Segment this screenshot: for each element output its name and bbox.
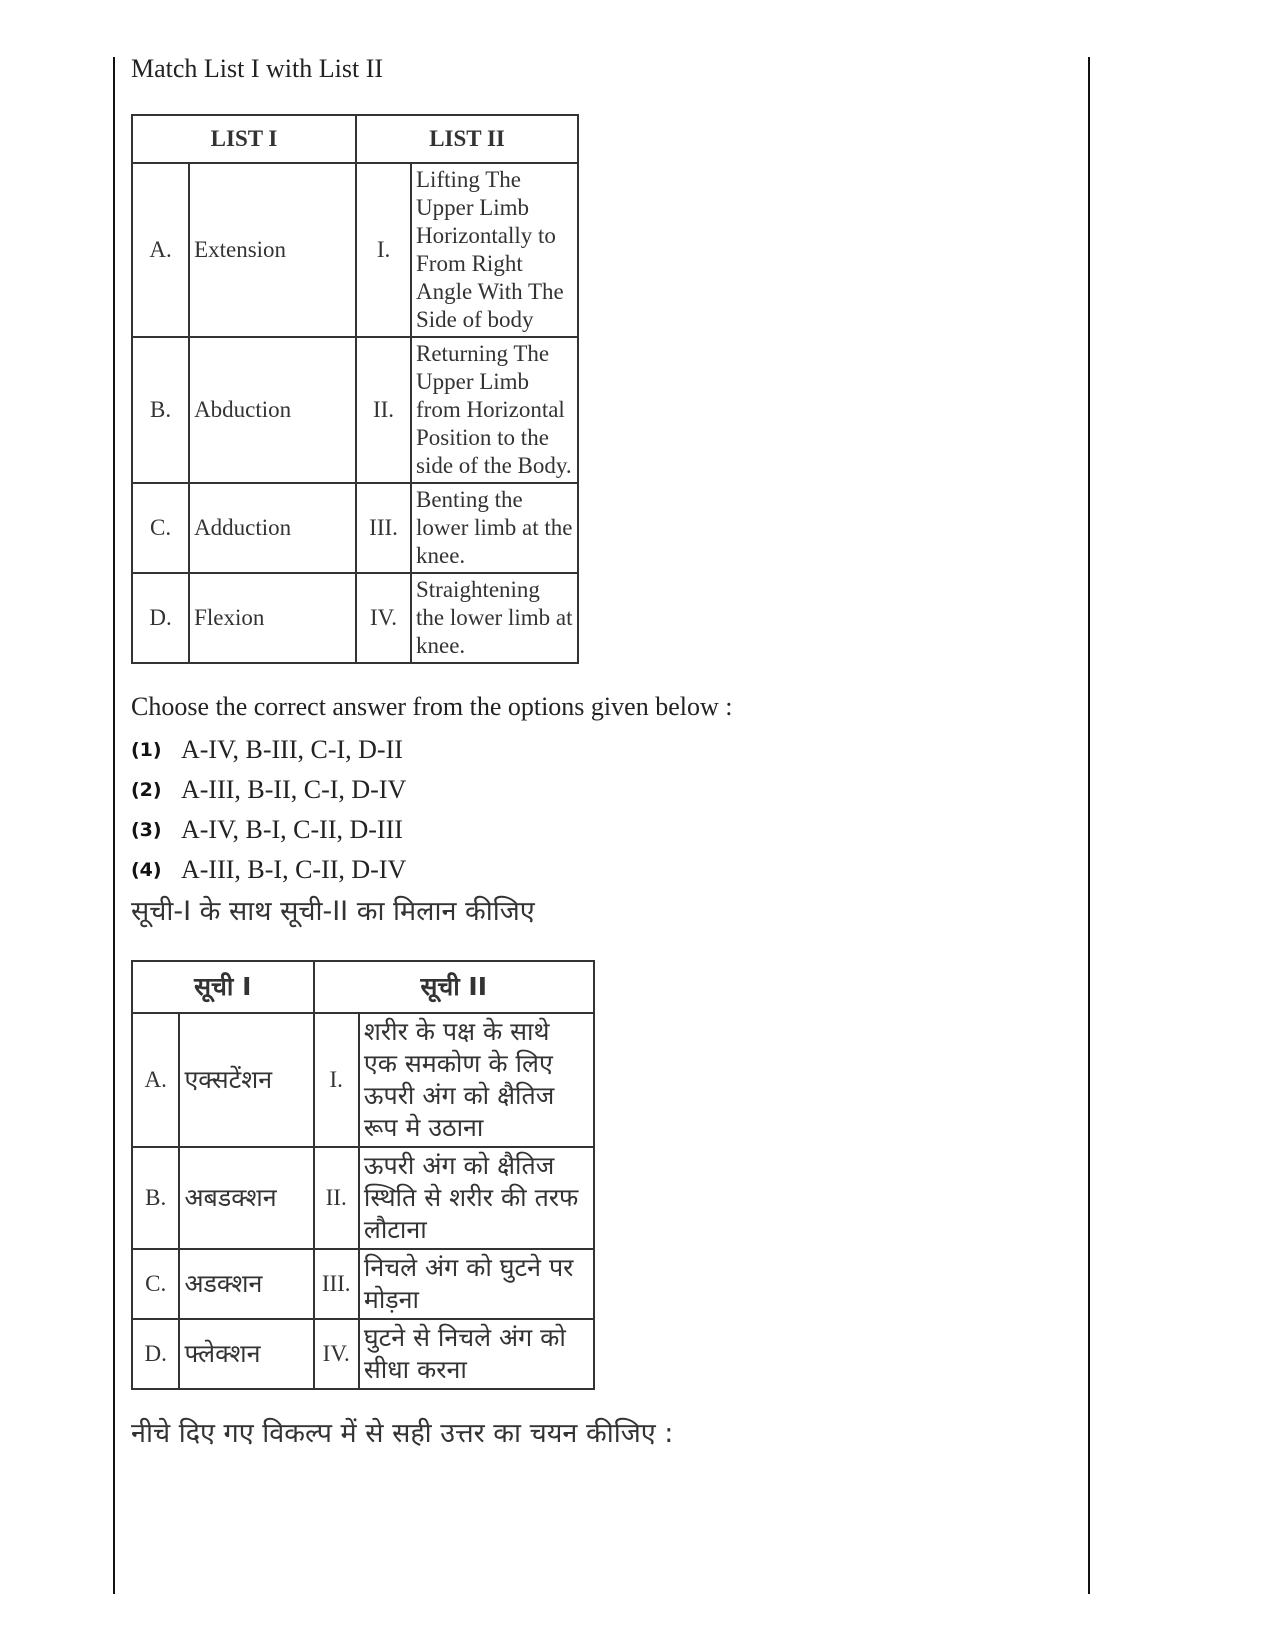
row-description: ऊपरी अंग को क्षैतिज स्थिति से शरीर की तरफ लौटाना [359, 1147, 594, 1249]
table-row [132, 337, 578, 483]
list-ii-header: LIST II [356, 115, 578, 163]
list-ii-header: सूची II [314, 961, 595, 1013]
row-roman: I. [356, 163, 411, 337]
row-term: Abduction [189, 337, 356, 483]
row-description: Lifting The Upper Limb Horizontally to From Right Angle With The Side of body [411, 163, 578, 337]
question-text-hi: सूची-I के साथ सूची-II का मिलान कीजिए [131, 896, 535, 927]
table-row [132, 163, 578, 337]
row-term: अबडक्शन [179, 1147, 313, 1249]
option-number: (3) [131, 819, 162, 841]
row-letter: D. [132, 573, 189, 663]
row-description: घुटने से निचले अंग को सीधा करना [359, 1319, 594, 1389]
row-description: निचले अंग को घुटने पर मोड़ना [359, 1249, 594, 1319]
table-row [132, 573, 578, 663]
table-row [132, 483, 578, 573]
row-roman: IV. [314, 1319, 359, 1389]
option-text: A-IV, B-I, C-II, D-III [181, 815, 403, 844]
option-number: (4) [131, 859, 162, 881]
row-letter: B. [132, 1147, 179, 1249]
row-letter: A. [132, 1013, 179, 1147]
row-letter: D. [132, 1319, 179, 1389]
row-roman: II. [356, 337, 411, 483]
row-letter: C. [132, 1249, 179, 1319]
row-roman: III. [356, 483, 411, 573]
table-row [132, 1249, 594, 1319]
table-header-row [132, 961, 594, 1013]
match-table-hi [131, 960, 595, 1390]
choose-instruction-hi: नीचे दिए गए विकल्प में से सही उत्तर का चयन कीजिए : [131, 1418, 674, 1449]
left-margin-rule [113, 57, 115, 1594]
option-number: (1) [131, 739, 162, 761]
answer-option-2[interactable] [131, 770, 1071, 810]
question-content [131, 52, 1071, 1454]
row-term: फ्लेक्शन [179, 1319, 313, 1389]
row-description: शरीर के पक्ष के साथे एक समकोण के लिए ऊपरी अंग को क्षैतिज रूप मे उठाना [359, 1013, 594, 1147]
option-text: A-III, B-II, C-I, D-IV [181, 775, 407, 804]
row-roman: IV. [356, 573, 411, 663]
row-roman: II. [314, 1147, 359, 1249]
answer-option-1[interactable] [131, 730, 1071, 770]
row-term: Adduction [189, 483, 356, 573]
row-description: Returning The Upper Limb from Horizontal Position to the side of the Body. [411, 337, 578, 483]
row-term: Extension [189, 163, 356, 337]
row-term: Flexion [189, 573, 356, 663]
table-row [132, 1319, 594, 1389]
right-margin-rule [1088, 57, 1090, 1594]
row-letter: B. [132, 337, 189, 483]
row-term: एक्सटेंशन [179, 1013, 313, 1147]
table-row [132, 1013, 594, 1147]
row-letter: C. [132, 483, 189, 573]
list-i-header: सूची I [132, 961, 314, 1013]
answer-option-4[interactable] [131, 850, 1071, 890]
table-row [132, 1147, 594, 1249]
answer-option-3[interactable] [131, 810, 1071, 850]
question-text-en: Match List I with List II [131, 54, 384, 83]
row-term: अडक्शन [179, 1249, 313, 1319]
choose-instruction-en: Choose the correct answer from the options given below : [131, 692, 733, 721]
option-number: (2) [131, 779, 162, 801]
row-description: Benting the lower limb at the knee. [411, 483, 578, 573]
option-text: A-III, B-I, C-II, D-IV [181, 855, 407, 884]
row-description: Straightening the lower limb at knee. [411, 573, 578, 663]
match-table-en [131, 114, 579, 664]
list-i-header: LIST I [132, 115, 356, 163]
table-header-row [132, 115, 578, 163]
row-roman: I. [314, 1013, 359, 1147]
row-roman: III. [314, 1249, 359, 1319]
row-letter: A. [132, 163, 189, 337]
option-text: A-IV, B-III, C-I, D-II [181, 735, 403, 764]
answer-options [131, 730, 1071, 890]
